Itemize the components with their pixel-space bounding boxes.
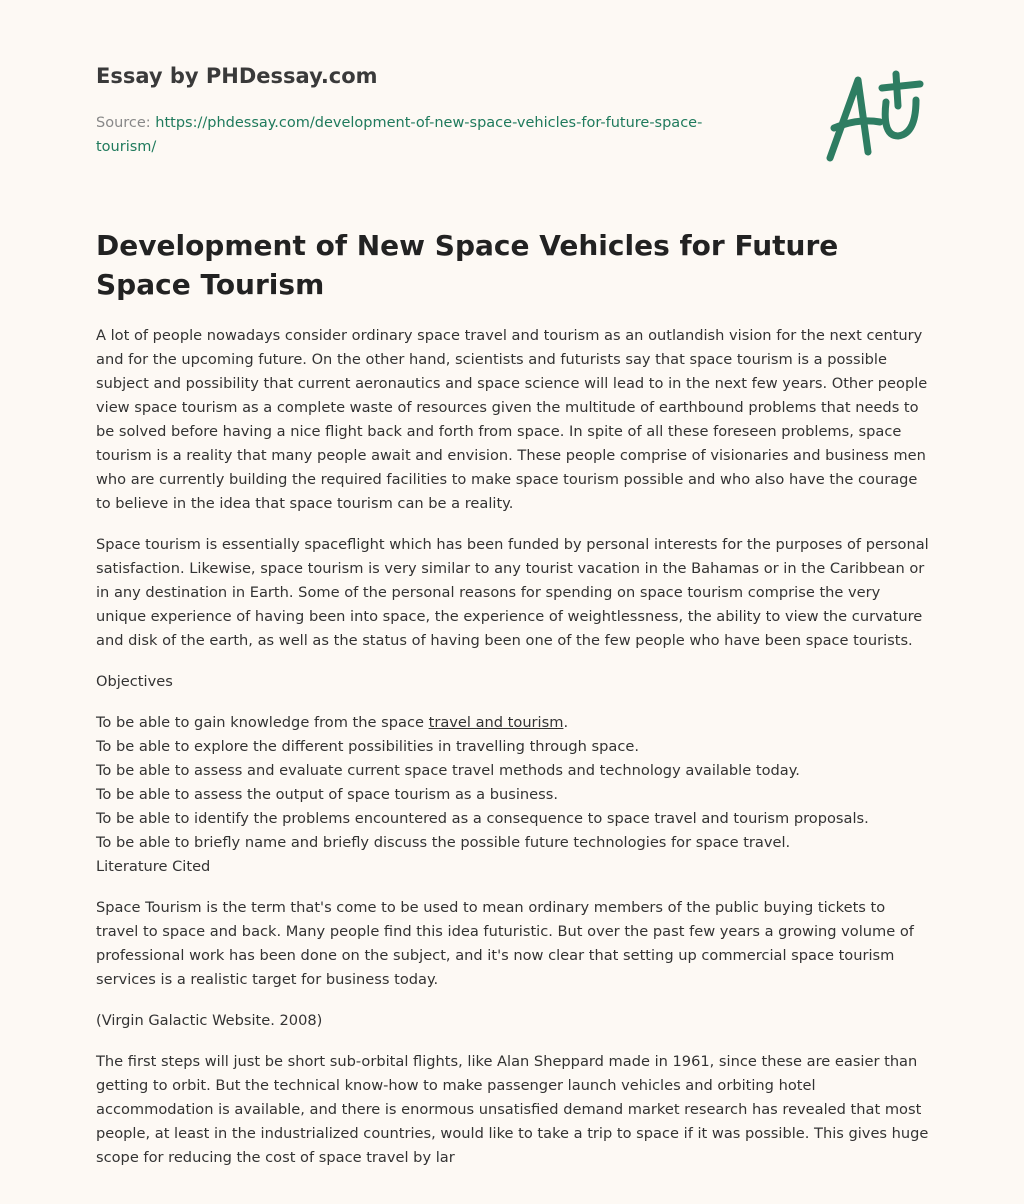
list-item: To be able to briefly name and briefly discuss the possible future technologies for space travel. xyxy=(96,834,791,851)
objectives-heading: Objectives xyxy=(96,673,173,690)
paragraph: The first steps will just be short sub-orbital flights, like Alan Sheppard made in 1961, since these are easier than getting to orbit. But the technical know-how to make passenger launch vehicles and orbiting hotel accommodation is available, and there is enormous unsatisfied demand market research has revealed that most people, at least in the industrialized countries, would like to take a trip to space if it was possible. This gives huge scope for reducing the cost of space travel by lar xyxy=(96,1053,929,1166)
a-plus-logo-icon xyxy=(818,66,928,166)
source-link[interactable]: https://phdessay.com/development-of-new-space-vehicles-for-future-space-tourism/ xyxy=(96,115,703,155)
paragraph: A lot of people nowadays consider ordinary space travel and tourism as an outlandish vision for the next century and for the upcoming future. On the other hand, scientists and futurists say that space tourism is a possible subject and possibility that current aeronautics and space science will lead to in the next few years. Other people view space tourism as a complete waste of resources given the multitude of earthbound problems that needs to be solved before having a nice flight back and forth from space. In spite of all these foreseen problems, space tourism is a reality that many people await and envision. These people comprise of visionaries and business men who are currently building the required facilities to make space tourism possible and who also have the courage to believe in the idea that space tourism can be a reality. xyxy=(96,327,928,512)
essay-body xyxy=(96,324,932,1187)
travel-and-tourism-link[interactable]: travel and tourism xyxy=(428,714,564,731)
list-item: To be able to assess the output of space tourism as a business. xyxy=(96,786,558,803)
brand-title: Essay by PHDessay.com xyxy=(96,64,378,88)
source-label: Source: xyxy=(96,115,156,131)
list-item-text: To be able to gain knowledge from the space xyxy=(96,714,429,731)
paragraph: Space tourism is essentially spaceflight which has been funded by personal interests for the purposes of personal satisfaction. Likewise, space tourism is very similar to any tourist vacation in the Bahamas or in the Caribbean or in any destination in Earth. Some of the personal reasons for spending on space tourism comprise the very unique experience of having been into space, the experience of weightlessness, the ability to view the curvature and disk of the earth, as well as the status of having been one of the few people who have been space tourists. xyxy=(96,536,929,649)
paragraph: Space Tourism is the term that's come to be used to mean ordinary members of the public buying tickets to travel to space and back. Many people find this idea futuristic. But over the past few years a growing volume of professional work has been done on the subject, and it's now clear that setting up commercial space tourism services is a realistic target for business today. xyxy=(96,899,914,988)
list-item-text: . xyxy=(563,714,569,731)
source-line xyxy=(96,111,736,159)
objectives-list xyxy=(96,711,932,879)
citation: (Virgin Galactic Website. 2008) xyxy=(96,1012,323,1029)
list-item: To be able to identify the problems encountered as a consequence to space travel and tourism proposals. xyxy=(96,810,869,827)
list-item xyxy=(96,711,932,735)
essay-title: Development of New Space Vehicles for Future Space Tourism xyxy=(96,229,839,301)
list-item: To be able to assess and evaluate current space travel methods and technology available today. xyxy=(96,762,800,779)
literature-cited-heading: Literature Cited xyxy=(96,858,211,875)
list-item: To be able to explore the different possibilities in travelling through space. xyxy=(96,738,640,755)
